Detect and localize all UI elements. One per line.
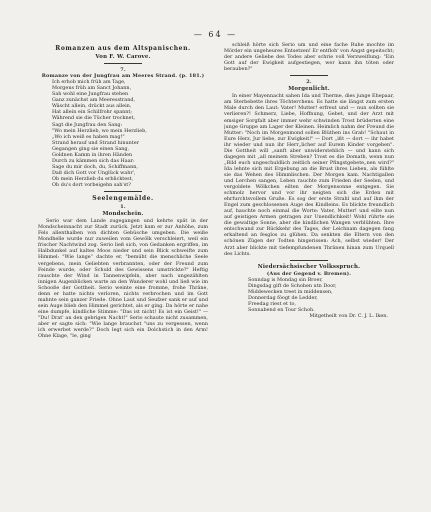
folk-saying-credit: Mitgetheilt von Dr. C. J. L. Iken.: [309, 312, 388, 319]
poem-line: Sage du mir doch, du, Schiffmann,: [52, 163, 138, 170]
section-title-2: Seelengemälde.: [92, 195, 154, 203]
folk-saying: [224, 277, 394, 313]
poem-line: Sagt die Jungfrau den Sang:: [52, 121, 123, 128]
folk-line: Dingsdag gift de Schohen utn Door,: [248, 282, 337, 289]
poem-line: Sah wohl eine Jungfrau stehen: [52, 91, 129, 98]
poem-line: Gegangen ging sie einen Sang,: [52, 145, 130, 152]
poem-line: Daß dich Gott vor Unglück wahr',: [52, 169, 136, 176]
poem-line: Ob mein Herzlieb du erblicktest,: [52, 175, 134, 182]
poem-line: "Wo mein Herzlieb, wo mein Herzlieb,: [52, 127, 147, 134]
poem: [38, 79, 208, 188]
folk-saying-title: Niedersächsischer Volksspruch.: [257, 263, 361, 270]
paragraph: In einer Mayennacht sahen Ida und Therme, dies junge Ehepaar, am Sterbebette ihres Töchterchens. Es hatte sie längst zum ersten Male durch den Laut: Vater! Mutter! erfreut und — nun sollten sie verlieren?! Schmerz, Liebe, Hoffnung, Gebet, und der Arzt mit emsiger Sorgfalt aber immer wehr schwinden Trost brüderten eine junge Gruppe am Lager der Kleinen. Heimlich nahm der Freund die Mutter: "Noch im Morgenmond sollen Blüthen ins Grab! "Schaut in Eure Herz, Jur liebe, zur Ewigkeit!" — Dort „ißt — dort — ihr habet ihr wieder und nun ihr Herr„licher auf Eurem Kinder vorgeben". Die Gottheit will „sanft aber unwiderstehlich — und kann sich dagegen mit „all meinem Streben? Trost es die Domath, wenn nun „Bild euch ungeschuldlich zeitlich seiner Pfingstgebete„nen wird?" Ida lehnte sich mit Ergebung an die Brust ihres Lieben, als fühlte sie das Wehen des Himmlischen. Der Morgen kam. Nachtigallen und Lerchen sangen, Leben rauchte zum Frieden der Seelen, und vergoldete Wölkchen eilten der Morgensonne entgegen. Sie schmolz hervor und vor ihr neigten sich die Erden mit ehrfurchtsvollem Gruße. Es sog der erste Strahl und auf ihm der Engel zum geschlossenen Auge des Kindleins. Es blickte freundlich auf, hauchte noch einmal die Worte: Vater, Mutter! und eilte nun auf geistigen Armen getragen zur Unendlichkeit! Wohl rührte sie die gewaltige Sonne, aber die kindlichen Wangen verblühten. Ihre entschwand zur Rückkehr des Tages, der Leichnam dagegen fang erkaltend an fesglos zu glühen. Da senkten die Eltern von den schönen Zügen der Todten hingerissen: Ach, selbst wieder! Der Arzt aber blickte mit tiefempfundenen Thränen hinan zum Urquell des Lichts.: [224, 93, 394, 257]
divider: [104, 63, 142, 64]
folk-line: Sonndag is Mondag sin Broer,: [248, 276, 323, 283]
poem-line: Ganz zunächst am Meeresstrand,: [52, 97, 136, 104]
prose-block: [224, 93, 394, 256]
section-number: 1.: [120, 204, 126, 211]
romance-title: Romanze von der Jungfrau am Meeres Strand. (p. 181.): [41, 73, 205, 80]
poem-line: Während sie die Tücher trocknet,: [52, 115, 136, 122]
folk-saying-source: (Aus der Gegend v. Bremen).: [266, 270, 352, 277]
poem-line: Durch zu kämmen sich das Haar:: [52, 157, 135, 164]
folk-line: Sonnabend en Tour Schoh.: [248, 306, 315, 313]
romance-number: 7.: [120, 67, 126, 74]
section-title: Romanzen aus dem Altspanischen.: [55, 45, 191, 52]
divider: [290, 260, 328, 261]
page-number: — 64 —: [193, 30, 238, 39]
paragraph: schleiß hörte sich Serio um und eine fache Ruhe mochte im Mörder ein ungeheures Entsetzen! Er entfloh' von Angst gepeitscht; der andere Geliebe des Todes aber schrie voll Verzweiflung: "Ein Gott auf der Ewigkeit aufgestiegen, wer kann ihn töten oder berauben?": [224, 42, 394, 73]
right-column: [224, 42, 394, 482]
divider: [104, 191, 142, 192]
poem-line: Morgens früh am Sanct Johann,: [52, 85, 132, 92]
folk-line: Middewecken treet in middensen,: [248, 288, 333, 295]
left-column: [38, 42, 208, 482]
divider: [290, 75, 328, 76]
poem-line: Strand herauf und Strand hinunter: [52, 139, 139, 146]
poem-line: Ob du's dort vorbeigehn sah'st?: [52, 181, 131, 188]
poem-line: Goldnen Kamm in ihren Händen: [52, 151, 133, 158]
paragraph: Serio war dem Lande zugegangen und kehrte spät in der Mondscheinnacht zur Stadt zurück. Jetzt kam er zur Anhöhe, zum Fels allenthalben von dichten Gebüsche umgeben. Die weiße Mondhelle wurde nur zuweilen vom Gewölk verschleiert, weil ein frischer Nachtwind zog. Serio ließ sich, von Gedanken ergriffen, im Halbdunkel auf kaltes Moos nieder und sein Blick schweifte zum Himmel: "Wie lange“ dachte er, "bemüht die menschliche Seele vergebens, mein Geliebten verbrannten, oder der Freund zum Feinde wurde, oder Schuld des Gewissens umstrickte?" Heftig rauschte der Wind in Tannenwipfeln, aber nach ungezählten innigen Augenblicken warte an den Wanderer wohl und ließ wie im Schooße der Gottheit. Serio weinte eine fromme, frohe Thräne, denn er hatte nichts verloren, nichts verbrochen und im Gott mahnte sein ganzer Friede. Ohne Laut und Seufzer sank er auf und sein Auge blieb den Himmel gerichtet, als er ging. Da hörte er nahe eine dumpfe, kindliche Stimme: "Das ist nicht! Es ist ein Geist!" — "Du! Drat' an den gebrigen Nacht!" Serio schaute nicht zusammen, aber er sagte sich: "Wie lange brauchst "uns zu vergessen, wenn ich erwerbet werde?" Doch legt sich ein Dolchstich in den Arm! Ohne Klage, "le, ging: [38, 218, 208, 340]
poem-line: „Wo ich weiß es haben mag!": [52, 133, 125, 140]
section-subtitle: Morgenlicht.: [288, 86, 330, 93]
prose-block: [224, 42, 394, 72]
poem-line: Wäscht allein, drückt aus allein,: [52, 103, 132, 110]
translator-credit: Von F. W. Carove.: [95, 54, 151, 61]
poem-line: Hat allein ein Schilfrohr spannt;: [52, 109, 133, 116]
folk-line: Donnerdag föogt de Ledder,: [248, 294, 318, 301]
section-subtitle: Mondschein.: [102, 211, 144, 218]
prose-block: [38, 218, 208, 339]
folk-line: Freedag riest et to,: [248, 300, 296, 307]
poem-line: Ich erhob mich früh am Tage,: [52, 79, 126, 86]
section-number: 2.: [306, 79, 312, 86]
